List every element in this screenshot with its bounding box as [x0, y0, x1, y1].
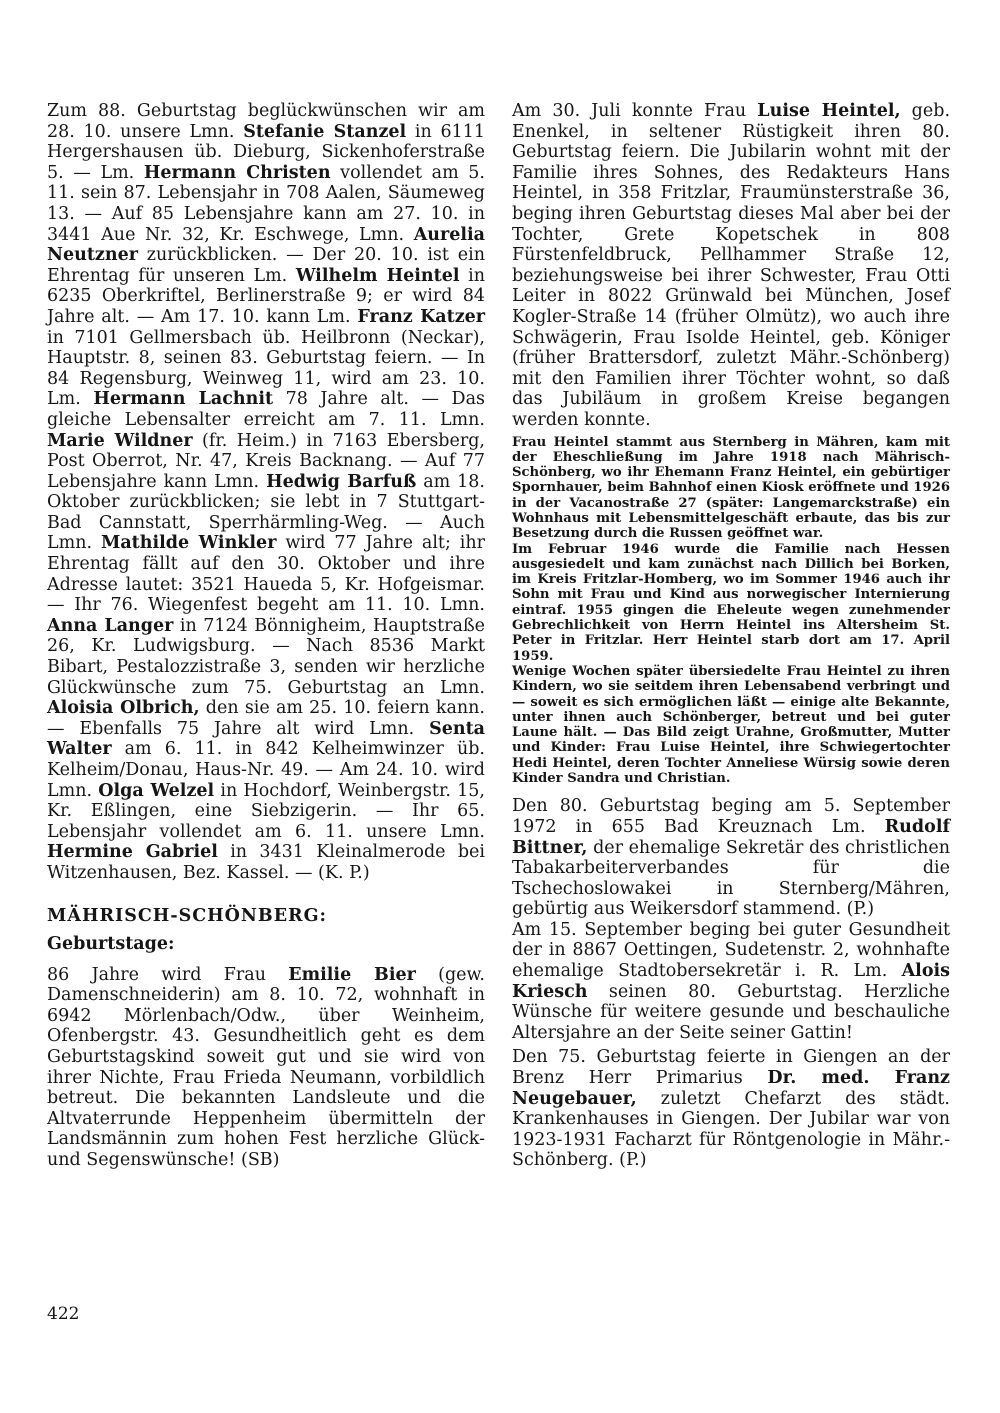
- person-name: Dr. med. Franz Neugebauer,: [512, 1068, 950, 1109]
- person-name: Hermine Gabriel: [47, 842, 218, 863]
- person-name: Anna Langer: [47, 615, 174, 636]
- person-name: Hermann Lachnit: [93, 389, 274, 410]
- person-name: Hedwig Barfuß: [266, 471, 417, 492]
- person-name: Wilhelm Heintel: [295, 265, 460, 286]
- person-name: Alois Kriesch: [512, 961, 950, 1002]
- person-name: Aloisia Olbrich,: [47, 698, 200, 719]
- franz-neugebauer-paragraph: Den 75. Geburtstag feierte in Giengen an der Brenz Herr Primarius Dr. med. Franz Neugebauer, zuletzt Chefarzt des städt. Krankenhauses in Giengen. Der Jubilar war von 1923-1931 Facharzt für Röntgenologie in Mähr.-Schönberg. (P.): [512, 1047, 950, 1171]
- person-name: Senta Walter: [47, 718, 485, 760]
- person-name: Franz Katzer: [357, 306, 486, 327]
- person-name: Marie Wildner: [47, 430, 193, 451]
- subheading-geburtstage: Geburtstage:: [47, 933, 175, 954]
- heintel-biography-part-3: Wenige Wochen später übersiedelte Frau Heintel zu ihren Kindern, wo sie seitdem ihren Lebensabend verbringt und — soweit es sich ermöglichen läßt — einige alte Bekannte, unter ihnen auch Schönberger, betreut und bei guter Laune hält. — Das Bild zeigt Urahne, Großmutter, Mutter und Kinder: Frau Luise Heintel, ihre Schwiegertochter Hedi Heintel, deren Tochter Anneliese Würsig sowie deren Kinder Sandra und Christian.: [512, 663, 950, 787]
- heintel-biography-part-2: Im Februar 1946 wurde die Familie nach Hessen ausgesiedelt und kam zunächst nach Dillich bei Borken, im Kreis Fritzlar-Homberg, wo im Sommer 1946 auch ihr Sohn mit Frau und Kind aus norwegischer Internierung eintraf. 1955 gingen die Eheleute wegen zunehmender Gebrechlichkeit von Herrn Heintel ins Altersheim St. Peter in Fritzlar. Herr Heintel starb dort am 17. April 1959.: [512, 541, 950, 664]
- luise-heintel-paragraph: Am 30. Juli konnte Frau Luise Heintel, geb. Enenkel, in seltener Rüstigkeit ihren 80. Geburtstag feiern. Die Jubilarin wohnt mit der Familie ihres Sohnes, des Redakteurs Hans Heintel, in 358 Fritzlar, Fraumünsterstraße 36, beging ihren Geburtstag dieses Mal aber bei der Tochter, Grete Kopetschek in 808 Fürstenfeldbruck, Pellhammer Straße 12, beziehungsweise bei ihrer Schwester, Frau Otti Leiter in 8022 Grünwald bei München, Josef Kogler-Straße 14 (früher Olmütz), wo auch ihre Schwägerin, Frau Isolde Heintel, geb. Königer (früher Brattersdorf, zuletzt Mähr.-Schönberg) mit den Familien ihrer Töchter wohnt, so daß das Jubiläum in großem Kreise begangen werden konnte.: [512, 101, 951, 430]
- person-name: Aurelia Neutzner: [47, 224, 485, 266]
- alois-kriesch-paragraph: Am 15. September beging bei guter Gesundheit der in 8867 Oettingen, Sudetenstr. 2, wohnhafte ehemalige Stadtobersekretär i. R. Lm. Alois Kriesch seinen 80. Geburtstag. Herzliche Wünsche für weitere gesunde und beschauliche Altersjahre an der Seite seiner Gattin!: [512, 919, 950, 1043]
- person-name: Olga Welzel: [98, 780, 215, 801]
- person-name: Emilie Bier: [288, 964, 416, 985]
- person-name: Mathilde Winkler: [100, 533, 277, 554]
- person-name: Rudolf Bittner,: [512, 816, 950, 858]
- page-number: 422: [47, 1304, 80, 1324]
- rudolf-bittner-paragraph: Den 80. Geburtstag beging am 5. September 1972 in 655 Bad Kreuznach Lm. Rudolf Bittner, der ehemalige Sekretär des christlichen Tabakarbeiterverbandes für die Tschechoslowakei in Sternberg/Mähren, gebürtig aus Weikersdorf stammend. (P.): [512, 796, 950, 920]
- birthday-notices-paragraph: Zum 88. Geburtstag beglückwünschen wir am 28. 10. unsere Lmn. Stefanie Stanzel in 6111 Hergershausen üb. Dieburg, Sickenhoferstraße 5. — Lm. Hermann Christen vollendet am 5. 11. sein 87. Lebensjahr in 708 Aalen, Säumeweg 13. — Auf 85 Lebensjahre kann am 27. 10. in 3441 Aue Nr. 32, Kr. Eschwege, Lmn. Aurelia Neutzner zurückblicken. — Der 20. 10. ist ein Ehrentag für unseren Lm. Wilhelm Heintel in 6235 Oberkriftel, Berlinerstraße 9; er wird 84 Jahre alt. — Am 17. 10. kann Lm. Franz Katzer in 7101 Gellmersbach üb. Heilbronn (Neckar), Hauptstr. 8, seinen 83. Geburtstag feiern. — In 84 Regensburg, Weinweg 11, wird am 23. 10. Lm. Hermann Lachnit 78 Jahre alt. — Das gleiche Lebensalter erreicht am 7. 11. Lmn. Marie Wildner (fr. Heim.) in 7163 Ebersberg, Post Oberrot, Nr. 47, Kreis Backnang. — Auf 77 Lebensjahre kann Lmn. Hedwig Barfuß am 18. Oktober zurückblicken; sie lebt in 7 Stuttgart-Bad Cannstatt, Sperrhärmling-Weg. — Auch Lmn. Mathilde Winkler wird 77 Jahre alt; ihr Ehrentag fällt auf den 30. Oktober und ihre Adresse lautet: 3521 Haueda 5, Kr. Hofgeismar. — Ihr 76. Wiegenfest begeht am 11. 10. Lmn. Anna Langer in 7124 Bönnigheim, Hauptstraße 26, Kr. Ludwigsburg. — Nach 8536 Markt Bibart, Pestalozzistraße 3, senden wir herzliche Glückwünsche zum 75. Geburtstag an Lmn. Aloisia Olbrich, den sie am 25. 10. feiern kann. — Ebenfalls 75 Jahre alt wird Lmn. Senta Walter am 6. 11. in 842 Kelheimwinzer üb. Kelheim/Donau, Haus-Nr. 49. — Am 24. 10. wird Lmn. Olga Welzel in Hochdorf, Weinbergstr. 15, Kr. Eßlingen, eine Siebzigerin. — Ihr 65. Lebensjahr vollendet am 6. 11. unsere Lmn. Hermine Gabriel in 3431 Kleinalmerode bei Witzenhausen, Bez. Kassel. — (K. P.): [47, 101, 486, 883]
- heintel-biography-part-1: Frau Heintel stammt aus Sternberg in Mähren, kam mit der Eheschließung im Jahre 1918 nach Mährisch-Schönberg, wo ihr Ehemann Franz Heintel, ein gebürtiger Spornhauer, beim Bahnhof einen Kiosk eröffnete und 1926 in der Vacanostraße 27 (später: Langemarckstraße) ein Wohnhaus mit Lebensmittelgeschäft erbaute, das bis zur Besetzung durch die Russen geöffnet war.: [512, 434, 950, 542]
- emilie-bier-paragraph: 86 Jahre wird Frau Emilie Bier (gew. Damenschneiderin) am 8. 10. 72, wohnhaft in 6942 Mörlenbach/Odw., über Weinheim, Ofenbergstr. 43. Gesundheitlich geht es dem Geburtstagskind soweit gut und sie wird von ihrer Nichte, Frau Frieda Neumann, vorbildlich betreut. Die bekannten Landsleute und die Altvaterrunde Heppenheim übermitteln der Landsmännin zum hohen Fest herzliche Glück- und Segenswünsche! (SB): [47, 964, 485, 1170]
- left-column: [47, 101, 485, 1171]
- section-heading-maehrisch-schoenberg: MÄHRISCH-SCHÖNBERG:: [47, 905, 327, 926]
- person-name: Stefanie Stanzel: [243, 121, 407, 142]
- right-column: [512, 101, 950, 1171]
- person-name: Hermann Christen: [143, 162, 331, 183]
- person-name: Luise Heintel,: [757, 101, 901, 121]
